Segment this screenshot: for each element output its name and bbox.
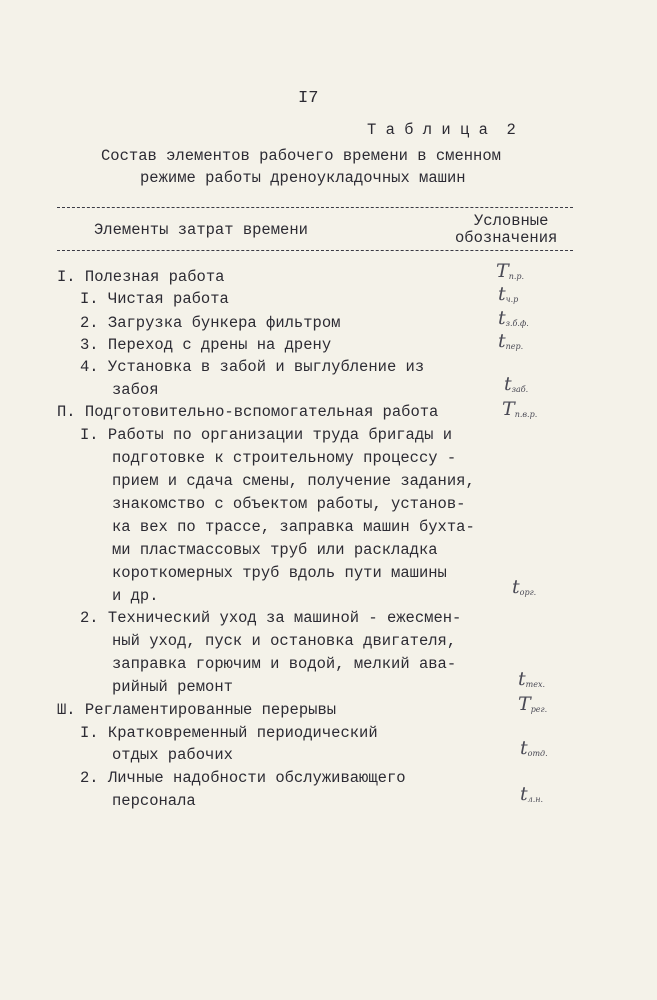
row-maintenance-line-1: 2. Технический уход за машиной - ежесмен-	[80, 609, 462, 627]
row-organization-line-7: короткомерных труб вдоль пути машины	[112, 564, 447, 582]
symbol-useful-work: $T_{п.р.}$	[496, 260, 525, 282]
row-net-work: I. Чистая работа	[80, 290, 229, 308]
symbol-personal-needs: $t_{л.н.}$	[520, 783, 544, 805]
row-regulated-breaks: Ш. Регламентированные перерывы	[57, 701, 337, 719]
symbol-preparatory-work: $T_{п.в.р.}$	[502, 398, 538, 420]
column-header-symbols-line-2: обозначения	[455, 229, 558, 247]
symbol-installation: $t_{заб.}$	[504, 373, 529, 395]
row-useful-work: I. Полезная работа	[57, 268, 225, 286]
row-preparatory-work: П. Подготовительно-вспомогательная работа	[57, 403, 439, 421]
row-installation-line-2: забоя	[112, 381, 159, 399]
header-top-divider	[57, 207, 573, 208]
row-maintenance-line-4: рийный ремонт	[112, 678, 233, 696]
row-drain-transition: 3. Переход с дрены на дрену	[80, 336, 332, 354]
row-organization-line-5: ка вех по трассе, заправка машин бухта-	[112, 518, 475, 536]
row-rest-line-2: отдых рабочих	[112, 746, 233, 764]
row-personal-needs-line-1: 2. Личные надобности обслуживающего	[80, 769, 406, 787]
header-bottom-divider	[57, 250, 573, 251]
symbol-maintenance: $t_{тех.}$	[518, 668, 546, 690]
table-label: Т а б л и ц а 2	[367, 121, 516, 139]
row-organization-line-2: подготовке к строительному процессу -	[112, 449, 457, 467]
row-organization-line-1: I. Работы по организации труда бригады и	[80, 426, 453, 444]
symbol-organization: $t_{орг.}$	[512, 576, 537, 598]
symbol-regulated-breaks: $T_{рег.}$	[518, 693, 548, 715]
row-personal-needs-line-2: персонала	[112, 792, 196, 810]
table-title-line-2: режиме работы дреноукладочных машин	[140, 169, 466, 187]
row-organization-line-3: прием и сдача смены, получение задания,	[112, 472, 475, 490]
symbol-loading-hopper: $t_{з.б.ф.}$	[498, 307, 529, 329]
page-number: I7	[298, 89, 319, 108]
symbol-net-work: $t_{ч.р}$	[498, 283, 519, 305]
row-organization-line-4: знакомство с объектом работы, установ-	[112, 495, 466, 513]
table-title-line-1: Состав элементов рабочего времени в сменном	[101, 147, 501, 165]
row-rest-line-1: I. Кратковременный периодический	[80, 724, 378, 742]
row-installation-line-1: 4. Установка в забой и выглубление из	[80, 358, 425, 376]
row-organization-line-6: ми пластмассовых труб или раскладка	[112, 541, 438, 559]
symbol-drain-transition: $t_{пер.}$	[498, 330, 524, 352]
symbol-rest: $t_{отд.}$	[520, 737, 548, 759]
column-header-elements: Элементы затрат времени	[94, 221, 308, 239]
row-loading-hopper: 2. Загрузка бункера фильтром	[80, 314, 341, 332]
row-maintenance-line-3: заправка горючим и водой, мелкий ава-	[112, 655, 457, 673]
row-maintenance-line-2: ный уход, пуск и остановка двигателя,	[112, 632, 457, 650]
row-organization-line-8: и др.	[112, 587, 159, 605]
column-header-symbols-line-1: Условные	[474, 212, 549, 230]
